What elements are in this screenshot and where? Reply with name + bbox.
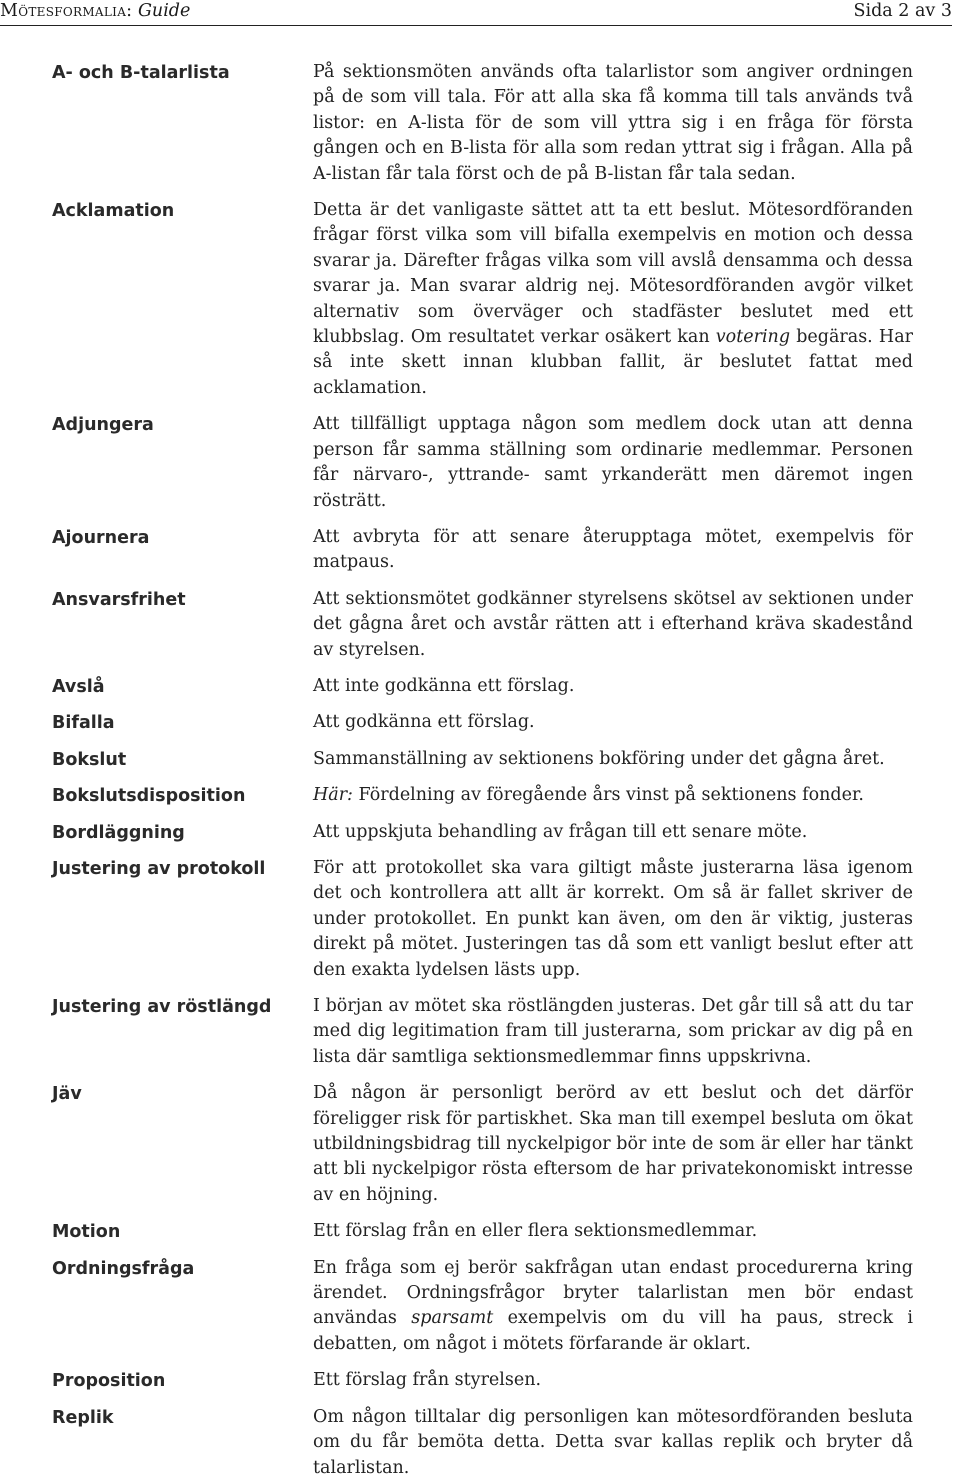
- glossary-entry: [0, 198, 960, 401]
- definition-emphasis: sparsamt: [411, 1308, 494, 1329]
- glossary-term: Bokslut: [52, 749, 127, 770]
- glossary-term: Ansvarsfrihet: [52, 589, 186, 610]
- glossary-list: [0, 60, 960, 1481]
- glossary-definition: Att avbryta för att senare återupptaga mötet, exempelvis för matpaus.: [313, 526, 913, 573]
- glossary-term: Bokslutsdisposition: [52, 786, 246, 807]
- glossary-definition: Då någon är personligt berörd av ett beslut och det därför föreligger risk för partiskhet. Ska man till exempel besluta om ökat utbildningsbidrag till nyckelpigor bör inte de som är eller har tänkt att bli nyckelpigor rösta eftersom de har privatekonomiskt intresse av en höjning.: [313, 1083, 913, 1205]
- glossary-term: Justering av röstlängd: [52, 997, 272, 1017]
- glossary-definition: Att godkänna ett förslag.: [313, 712, 535, 733]
- glossary-term: Avslå: [52, 676, 105, 697]
- glossary-term: Bifalla: [52, 713, 115, 734]
- definition-emphasis: Här:: [313, 785, 353, 806]
- title-subtitle: Guide: [137, 1, 191, 21]
- header-rule: [0, 25, 952, 26]
- glossary-term: Bordläggning: [52, 822, 185, 843]
- glossary-entry: [0, 1219, 960, 1244]
- glossary-entry: [0, 820, 960, 845]
- glossary-term: Acklamation: [52, 201, 175, 222]
- glossary-definition: Ett förslag från en eller flera sektionsmedlemmar.: [313, 1221, 758, 1242]
- glossary-definition: För att protokollet ska vara giltigt måste justerarna läsa igenom det och kontrollera att allt är korrekt. Om så är fallet skriver de under protokollet. En punkt kan även, om den är viktig, justeras direkt på mötet. Justeringen tas då som ett vanligt beslut efter att den exakta lydelsen lästs upp.: [313, 857, 913, 980]
- glossary-definition: I början av mötet ska röstlängden justeras. Det går till så att du tar med dig legitimation fram till justerarna, som prickar av dig på en lista där samtliga sektionsmedlemmar finns uppskrivna.: [313, 996, 913, 1067]
- glossary-definition: Ett förslag från styrelsen.: [313, 1370, 542, 1391]
- glossary-term: Motion: [52, 1222, 121, 1243]
- glossary-term: Replik: [52, 1407, 114, 1428]
- glossary-entry: [0, 783, 960, 808]
- glossary-entry: [0, 710, 960, 735]
- glossary-entry: [0, 1256, 960, 1358]
- glossary-term: Justering av protokoll: [52, 858, 266, 879]
- glossary-term: Ajournera: [52, 527, 150, 548]
- glossary-entry: [0, 1368, 960, 1393]
- glossary-entry: [0, 994, 960, 1070]
- glossary-entry: [0, 587, 960, 663]
- definition-text: Detta är det vanligaste sättet att ta ett beslut. Mötesordföranden frågar först vilka som vill bifalla exempelvis en motion och dessa svarar ja. Därefter frågas vilka som vill avslå densamma och dessa svarar ja. Man svarar aldrig nej. Mötesordföranden avgör vilket alternativ som överväger och stadfäster beslutet med ett klubbslag. Om resultatet verkar osäkert kan: [313, 200, 913, 348]
- glossary-definition: Att inte godkänna ett förslag.: [313, 675, 575, 696]
- glossary-definition: [313, 198, 913, 401]
- title-main: Mötesformalia:: [0, 1, 133, 21]
- glossary-definition: Sammanställning av sektionens bokföring under det gågna året.: [313, 748, 885, 769]
- glossary-entry: [0, 747, 960, 772]
- glossary-definition: [313, 783, 913, 808]
- glossary-definition: Om någon tilltalar dig personligen kan mötesordföranden besluta om du får bemöta detta. Detta svar kallas replik och bryter då talarlistan.: [313, 1406, 913, 1478]
- glossary-definition: Att tillfälligt upptaga någon som medlem dock utan att denna person får samma ställning som ordinarie medlemmar. Personen får närvaro-, yttrande- samt yrkanderätt men däremot ingen rösträtt.: [313, 414, 913, 511]
- definition-text: Fördelning av föregående års vinst på sektionens fonder.: [352, 785, 864, 806]
- glossary-definition: På sektionsmöten används ofta talarlistor som angiver ordningen på de som vill tala. För att alla ska få komma till tals används två listor: en A-lista för de som vill yttra sig i en fråga för första gången och en B-lista för alla som redan yttrat sig i frågan. Alla på A-listan får tala först och de på B-listan får tala sedan.: [313, 62, 913, 184]
- glossary-entry: [0, 674, 960, 699]
- glossary-term: Proposition: [52, 1371, 166, 1392]
- definition-text: begäras. Har så inte skett innan klubban fallit, är beslutet fattat med acklamation.: [313, 327, 913, 398]
- glossary-entry: [0, 856, 960, 983]
- glossary-entry: [0, 60, 960, 187]
- glossary-entry: [0, 412, 960, 514]
- glossary-definition: Att uppskjuta behandling av frågan till ett senare möte.: [313, 821, 808, 842]
- glossary-term: Ordningsfråga: [52, 1258, 195, 1279]
- glossary-definition: [313, 1256, 913, 1358]
- glossary-term: Jäv: [52, 1084, 82, 1105]
- definition-emphasis: votering: [715, 327, 791, 348]
- glossary-term: Adjungera: [52, 415, 154, 436]
- document-title: [0, 0, 190, 22]
- glossary-entry: [0, 1081, 960, 1208]
- glossary-term: A- och B-talarlista: [52, 63, 230, 83]
- page-number: Sida 2 av 3: [853, 1, 952, 21]
- glossary-entry: [0, 525, 960, 576]
- glossary-entry: [0, 1405, 960, 1481]
- definition-text: exempelvis om du vill ha paus, streck i debatten, om något i mötets förfarande är oklart.: [313, 1308, 913, 1354]
- definition-text: En fråga som ej berör sakfrågan utan endast procedurerna kring ärendet. Ordningsfrågor bryter talarlistan men bör endast användas: [313, 1257, 913, 1329]
- page-header: [0, 0, 952, 22]
- glossary-definition: Att sektionsmötet godkänner styrelsens skötsel av sektionen under det gågna året och avstår rätten att i efterhand kräva skadestånd av styrelsen.: [313, 588, 913, 660]
